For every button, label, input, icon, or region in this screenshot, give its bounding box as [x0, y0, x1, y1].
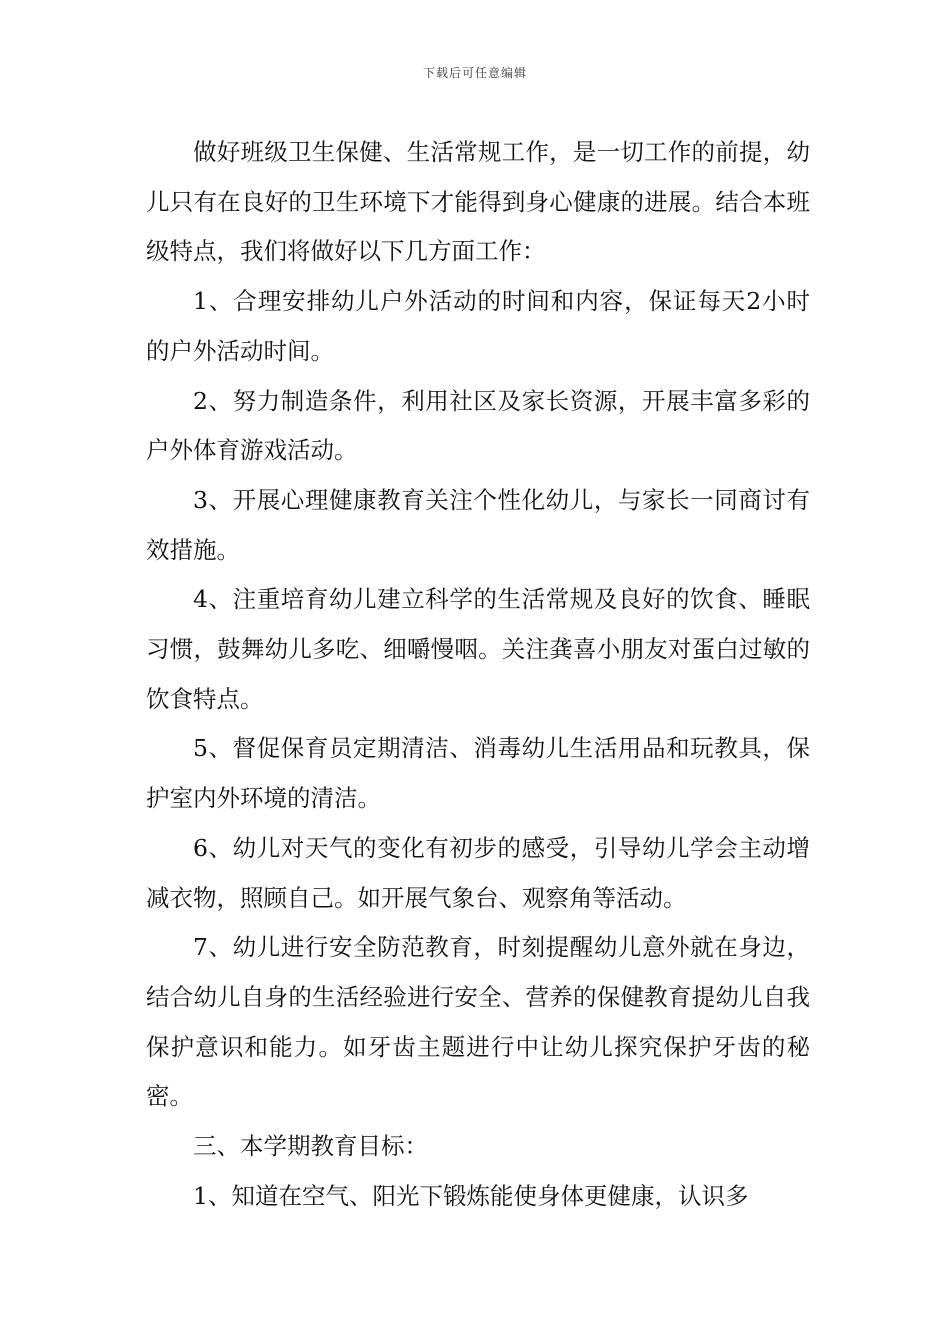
paragraph-item-4: 4、注重培育幼儿建立科学的生活常规及良好的饮食、睡眠习惯，鼓舞幼儿多吃、细嚼慢咽。关注龚喜小朋友对蛋白过敏的饮食特点。: [146, 585, 810, 713]
paragraph-item-1: 1、合理安排幼儿户外活动的时间和内容，保证每天2小时的户外活动时间。: [146, 287, 810, 365]
document-body: [146, 128, 810, 1221]
paragraph-item-2: 2、努力制造条件，利用社区及家长资源，开展丰富多彩的户外体育游戏活动。: [146, 386, 810, 465]
paragraph-item-6: 6、幼儿对天气的变化有初步的感受，引导幼儿学会主动增减衣物，照顾自己。如开展气象台、观察角等活动。: [146, 833, 810, 912]
paragraph-intro: 做好班级卫生保健、生活常规工作，是一切工作的前提，幼儿只有在良好的卫生环境下才能得到身心健康的进展。结合本班级特点，我们将做好以下几方面工作：: [146, 138, 810, 266]
paragraph-item-3: 3、开展心理健康教育关注个性化幼儿，与家长一同商讨有效措施。: [146, 485, 810, 564]
page-header: 下载后可任意编辑: [422, 66, 527, 80]
section-heading: 三、本学期教育目标：: [193, 1132, 428, 1161]
paragraph-item-7: 7、幼儿进行安全防范教育，时刻提醒幼儿意外就在身边，结合幼儿自身的生活经验进行安全、营养的保健教育提幼儿自我保护意识和能力。如牙齿主题进行中让幼儿探究保护牙齿的秘密。: [146, 933, 810, 1111]
paragraph-item-5: 5、督促保育员定期清洁、消毒幼儿生活用品和玩教具，保护室内外环境的清洁。: [146, 734, 810, 813]
paragraph-goal-1: 1、知道在空气、阳光下锻炼能使身体更健康，认识多: [193, 1181, 749, 1210]
